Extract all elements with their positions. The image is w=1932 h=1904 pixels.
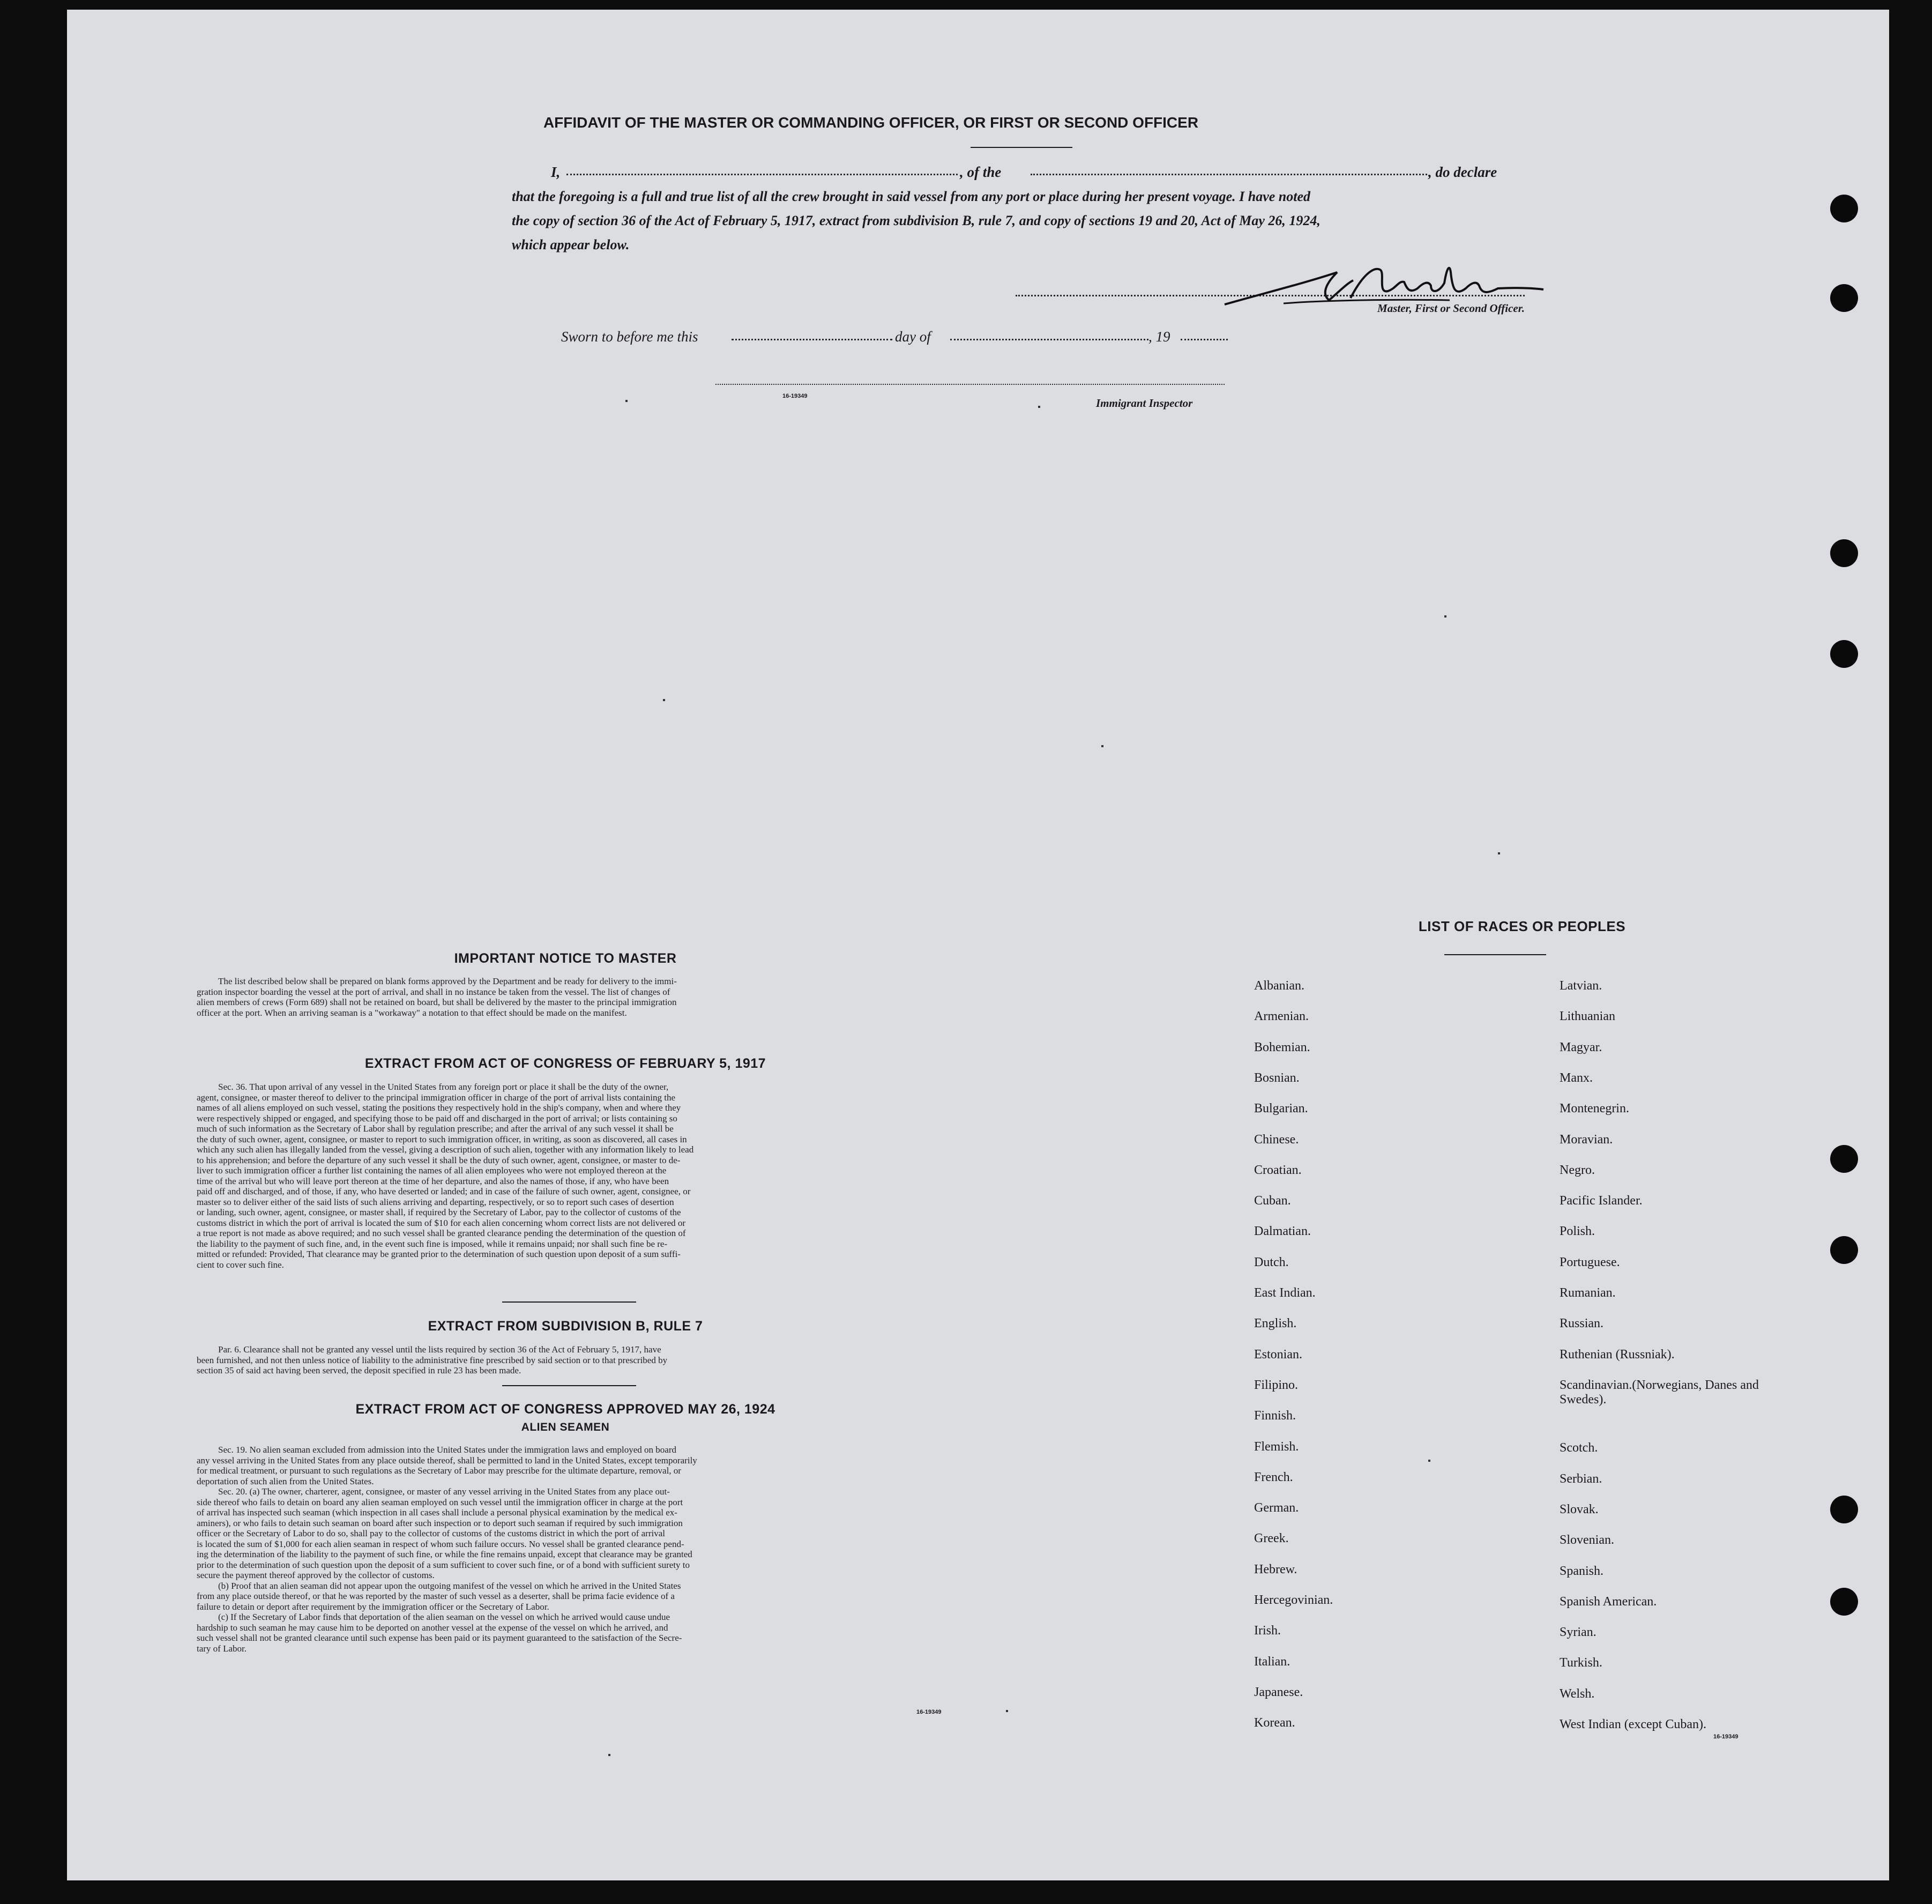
text-line: of arrival has inspected such seaman (which inspection in all cases shall include a personal physical examination by the medical ex- [197,1507,677,1518]
race-item: Spanish. [1560,1564,1604,1578]
race-item: Bulgarian. [1254,1102,1308,1116]
text-line: (c) If the Secretary of Labor finds that deportation of the alien seaman on the vessel on which he arrived would cause undue [218,1612,670,1622]
race-item: West Indian (except Cuban). [1560,1717,1706,1732]
punch-hole [1830,640,1858,668]
race-item: Flemish. [1254,1439,1299,1454]
race-item: East Indian. [1254,1286,1316,1300]
name-field[interactable] [566,174,958,175]
paper-speck [663,699,665,701]
sworn-day-field[interactable] [732,339,892,340]
inspector-signature-field[interactable] [715,384,1225,385]
race-item: Serbian. [1560,1471,1602,1486]
text-line: which any such alien has illegally landed from the vessel, giving a description of such alien, together with any information likely to lead [197,1144,694,1155]
affidavit-line-3: the copy of section 36 of the Act of February 5, 1917, extract from subdivision B, rule 7, and copy of sections 19 and 20, Act of May 26, 1924, [512,213,1321,228]
extract-rule7-title: EXTRACT FROM SUBDIVISION B, RULE 7 [428,1319,703,1334]
text-line: prior to the determination of such question upon the deposit of a sum sufficient to cover such fine, or of a bond with sufficient surety to [197,1559,690,1570]
of-the-label: , of the [960,164,1002,180]
text-line: for medical treatment, or pursuant to such regulations as the Secretary of Labor may prescribe for the ultimate departure, removal, or [197,1466,681,1476]
text-line: been furnished, and not then unless notice of liability to the administrative fine prescribed by said section or to that prescribed by [197,1355,668,1365]
race-item: French. [1254,1470,1293,1484]
race-item: Negro. [1560,1163,1595,1177]
text-line: deportation of such alien from the United States. [197,1476,374,1486]
notice-title: IMPORTANT NOTICE TO MASTER [454,951,677,966]
race-item: English. [1254,1317,1297,1331]
section-rule [502,1301,636,1303]
punch-hole [1830,195,1858,222]
race-item: Portuguese. [1560,1255,1620,1269]
race-item: Croatian. [1254,1163,1302,1177]
race-item: Estonian. [1254,1347,1302,1362]
race-item: Polish. [1560,1224,1595,1239]
race-item: Scandinavian.(Norwegians, Danes and Swedes). [1560,1378,1759,1407]
race-item: Ruthenian (Russniak). [1560,1347,1675,1362]
signature-caption: Master, First or Second Officer. [1377,302,1525,315]
text-line: failure to detain or deport after requirement by the immigration officer or the Secretary of Labor. [197,1601,549,1612]
punch-hole [1830,1588,1858,1616]
text-line: liver to such immigration officer a further list containing the names of all alien employees who were not employed thereon at the [197,1165,667,1176]
text-line: The list described below shall be prepared on blank forms approved by the Department and be ready for delivery to the immi- [218,976,677,986]
text-line: time of the arrival but who will leave port thereon at the time of her departure, and also the names of those, if any, who have been [197,1176,669,1186]
text-line: aminers), or who fails to detain such seaman on board after such inspection or to deport such seaman if required by such immigration [197,1518,683,1528]
affidavit-form-number: 16-19349 [782,393,808,399]
paper-speck [1038,406,1040,408]
text-line: or landing, such owner, agent, consignee, or master shall, if required by the Secretary of Labor, pay to the collector of customs of the [197,1207,681,1217]
text-line: to his apprehension; and before the departure of any such vessel it shall be the duty of such owner, agent, consignee, or master to de- [197,1155,681,1165]
text-line: were respectively shipped or engaged, and specifying those to be paid off and discharged in the port of arrival; or lists containing so [197,1113,677,1124]
race-item: Turkish. [1560,1656,1602,1670]
text-line: Sec. 19. No alien seaman excluded from admission into the United States under the immigration laws and employed on board [218,1445,676,1455]
vessel-field[interactable] [1031,174,1427,175]
text-line: Sec. 36. That upon arrival of any vessel in the United States from any foreign port or place it shall be the duty of the owner, [218,1082,669,1092]
text-line: customs district in which the port of arrival is located the sum of $10 for each alien concerning whom correct lists are not delivered or [197,1217,686,1228]
race-item: Hercegovinian. [1254,1593,1333,1607]
text-line: section 35 of said act having been served, the deposit specified in rule 23 has been made. [197,1365,521,1375]
race-item: Scotch. [1560,1441,1598,1455]
text-line: (b) Proof that an alien seaman did not appear upon the outgoing manifest of the vessel on which he arrived in the United States [218,1580,681,1591]
text-line: such vessel shall not be granted clearance until such expense has been paid or its payment guaranteed to the satisfaction of the Secre- [197,1633,682,1643]
race-item: Chinese. [1254,1132,1299,1147]
punch-hole [1830,539,1858,567]
race-item: Spanish American. [1560,1594,1657,1609]
sworn-label: Sworn to before me this [561,329,698,345]
paper-speck [1428,1460,1430,1462]
race-item: Slovak. [1560,1502,1599,1516]
race-item: Manx. [1560,1070,1593,1085]
paper-speck [1101,745,1103,747]
text-line: any vessel arriving in the United States from any place outside thereof, shall be permitted to land in the United States, except temporarily [197,1455,697,1466]
paper-speck [1444,615,1446,618]
paper-speck [625,400,628,402]
text-line: names of all aliens employed on such vessel, stating the positions they respectively hold in the ship's company, when and where they [197,1103,681,1113]
race-item: Greek. [1254,1531,1289,1546]
text-line: the liability to the payment of such fine, and, in the event such fine is imposed, while it remains unpaid; nor shall such fine be re- [197,1238,668,1249]
sworn-year-field[interactable] [1181,339,1228,340]
race-item: Pacific Islander. [1560,1194,1643,1208]
race-item: Hebrew. [1254,1562,1297,1576]
text-line: side thereof who fails to detain on board any alien seaman employed on such vessel until the immigration officer in charge at the port [197,1497,683,1507]
text-line: much of such information as the Secretary of Labor shall by regulation prescribe; and after the arrival of any such vessel it shall be [197,1124,674,1134]
extract-1924-title: EXTRACT FROM ACT OF CONGRESS APPROVED MAY 26, 1924 [355,1402,775,1417]
text-line: is located the sum of $1,000 for each alien seaman in respect of whom such failure occurs. No vessel shall be granted clearance pend- [197,1538,684,1549]
text-line: cient to cover such fine. [197,1259,284,1270]
race-item: Montenegrin. [1560,1102,1629,1116]
inspector-caption: Immigrant Inspector [1096,397,1193,410]
race-item: Moravian. [1560,1132,1613,1147]
extract-1917-title: EXTRACT FROM ACT OF CONGRESS OF FEBRUARY 5, 1917 [364,1056,766,1071]
title-rule [971,147,1072,148]
text-line: Par. 6. Clearance shall not be granted any vessel until the lists required by section 36 of the Act of February 5, 1917, have [218,1344,661,1355]
notice-paragraph [197,976,1017,1018]
text-line: secure the payment thereof approved by the collector of customs. [197,1570,435,1580]
race-item: Slovenian. [1560,1533,1614,1548]
text-line: agent, consignee, or master thereof to deliver to the principal immigration officer in charge of the port of arrival lists containing the [197,1092,675,1103]
race-item: Bohemian. [1254,1040,1310,1054]
race-item: Cuban. [1254,1194,1291,1208]
text-line: Sec. 20. (a) The owner, charterer, agent, consignee, or master of any vessel arriving in the United States from any place out- [218,1486,670,1497]
text-line: ing the determination of the liability to the payment of such fine, or while the fine remains unpaid, except that clearance may be granted [197,1549,692,1559]
race-item: Dalmatian. [1254,1224,1311,1239]
sworn-month-field[interactable] [950,339,1148,340]
paper-speck [1498,852,1500,854]
extract-1924-subtitle: ALIEN SEAMEN [521,1421,610,1433]
extract-rule7-paragraph [197,1344,1017,1376]
text-line: master so to deliver either of the said lists of such aliens arriving and departing, respectively, or so to report such cases of desertion [197,1196,674,1207]
punch-hole [1830,1496,1858,1523]
race-item: Latvian. [1560,979,1602,993]
race-item: Russian. [1560,1317,1604,1331]
races-title: LIST OF RACES OR PEOPLES [1418,918,1626,934]
race-item: Welsh. [1560,1686,1595,1701]
year-label: , 19 [1148,329,1170,345]
race-item: Albanian. [1254,979,1304,993]
text-line: officer at the port. When an arriving seaman is a "workaway" a notation to that effect should be made on the manifest. [197,1007,627,1018]
text-line: alien members of crews (Form 689) shall not be retained on board, but shall be delivered by the master to the principal immigration [197,997,677,1007]
race-item: Japanese. [1254,1685,1303,1699]
text-line: the duty of such owner, agent, consignee, or master to report to such immigration officer, in writing, as soon as discovered, all cases in [197,1134,687,1144]
text-line: paid off and discharged, and of those, if any, who have deserted or landed; and in case of the failure of such owner, agent, consignee, or [197,1186,691,1196]
extract-1924-paragraph [197,1445,1017,1654]
document-page [67,10,1889,1880]
paper-speck [608,1754,610,1756]
race-item: German. [1254,1501,1299,1515]
race-item: Armenian. [1254,1009,1309,1024]
race-item: Finnish. [1254,1409,1296,1423]
punch-hole [1830,1145,1858,1173]
race-item: Bosnian. [1254,1070,1300,1085]
race-item: Syrian. [1560,1625,1597,1640]
affidavit-line-2: that the foregoing is a full and true list of all the crew brought in said vessel from any port or place during her present voyage. I have noted [512,189,1311,204]
declare-label: , do declare [1428,164,1497,180]
text-line: a true report is not made as above required; and no such vessel shall be granted clearance pending the determination of the question of [197,1228,686,1238]
races-title-rule [1444,954,1546,955]
race-item: Dutch. [1254,1255,1289,1269]
text-line: officer or the Secretary of Labor to do so, shall pay to the collector of customs of the customs district in which the port of arrival [197,1528,665,1538]
race-item: Korean. [1254,1716,1295,1730]
extract-form-number: 16-19349 [916,1709,942,1715]
paper-speck [1006,1710,1008,1712]
race-item: Italian. [1254,1654,1291,1669]
race-item: Rumanian. [1560,1286,1616,1300]
affidavit-line-4: which appear below. [512,237,630,252]
affidavit-title: AFFIDAVIT OF THE MASTER OR COMMANDING OFFICER, OR FIRST OR SECOND OFFICER [543,114,1199,131]
punch-hole [1830,1236,1858,1264]
text-line: mitted or refunded: Provided, That clearance may be granted prior to the determination of such question upon deposit of a sum suffi- [197,1249,681,1259]
text-line: hardship to such seaman he may cause him to be deported on another vessel at the expense of the vessel on which he arrived, and [197,1622,668,1633]
day-of-label: day of [895,329,931,345]
text-line: tary of Labor. [197,1643,247,1654]
race-item: Filipino. [1254,1378,1299,1392]
text-line: from any place outside thereof, or that he was reported by the master of such vessel as a deserter, shall be prima facie evidence of a [197,1591,675,1601]
race-item: Irish. [1254,1624,1281,1638]
race-item: Magyar. [1560,1040,1602,1054]
extract-1917-paragraph [197,1082,1017,1270]
races-form-number: 16-19349 [1713,1734,1739,1740]
race-item: Lithuanian [1560,1009,1615,1024]
section-rule [502,1385,636,1386]
punch-hole [1830,284,1858,312]
i-label: I, [551,164,561,180]
text-line: gration inspector boarding the vessel at the port of arrival, and shall in no instance be taken from the vessel. The list of changes of [197,986,670,997]
